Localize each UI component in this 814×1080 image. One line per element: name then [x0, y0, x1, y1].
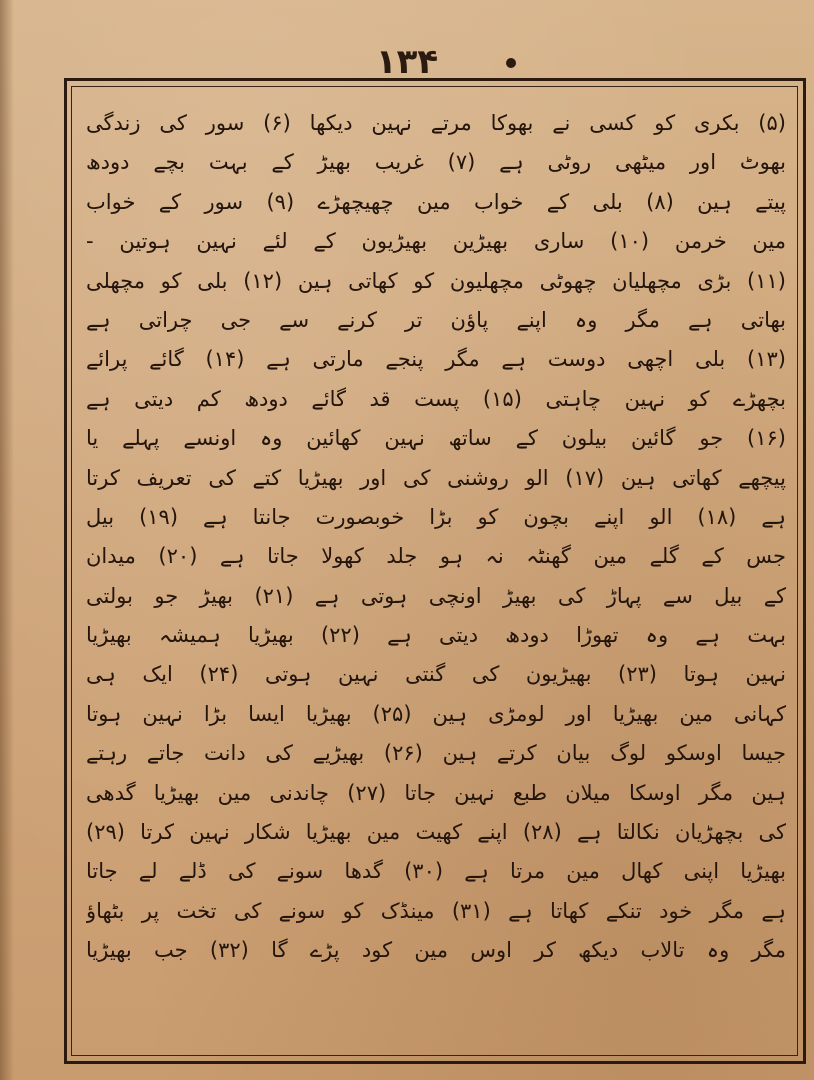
page-number: ۱۳۴: [375, 42, 439, 82]
urdu-text-body: [86, 104, 786, 1050]
text-line: جیسا اوسکو لوگ بیان کرتے ہین (۲۶) بھیڑیے کی دانت جاتے رہتے: [86, 741, 786, 766]
binding-shadow: [0, 0, 14, 1080]
text-line: مگر وہ تالاب دیکھ کر اوس مین کود پڑے گا (۳۲) جب بھیڑیا: [86, 938, 786, 963]
text-line: جس کے گلے مین گھنٹہ نہ ہو جلد کھولا جاتا ہے (۲۰) میدان: [86, 544, 786, 569]
text-line: بچھڑے کو نہین چاہتی (۱۵) پست قد گائے دودھ کم دیتی ہے: [86, 386, 786, 411]
text-line: پیچھے کھاتی ہین (۱۷) الو روشنی کی اور بھیڑیا کتے کی تعریف کرتا: [86, 465, 786, 490]
text-line: (۱۶) جو گائین بیلون کے ساتھ نہین کھائین وہ اونسے پہلے یا: [86, 426, 786, 451]
text-line: نہین ہوتا (۲۳) بھیڑیون کی گنتی نہین ہوتی (۲۴) ایک ہی: [86, 662, 786, 687]
ink-spot: [506, 58, 516, 68]
text-line: ہے (۱۸) الو اپنے بچون کو بڑا خوبصورت جانتا ہے (۱۹) بیل: [86, 504, 786, 529]
text-line: بھیڑیا اپنی کھال مین مرتا ہے (۳۰) گدھا سونے کی ڈلے لے جاتا: [86, 859, 786, 884]
text-line: کی بچھڑیان نکالتا ہے (۲۸) اپنے کھیت مین بھیڑیا شکار نہین کرتا (۲۹): [86, 820, 786, 845]
text-line: پیتے ہین (۸) بلی کے خواب مین چھیچھڑے (۹) سور کے خواب: [86, 189, 786, 214]
text-line: کہانی مین بھیڑیا اور لومڑی ہین (۲۵) بھیڑیا ایسا بڑا نہین ہوتا: [86, 701, 786, 726]
text-line: کے بیل سے پہاڑ کی بھیڑ اونچی ہوتی ہے (۲۱) بھیڑ جو بولتی: [86, 583, 786, 608]
text-line: ہین مگر اوسکا میلان طبع نہین جاتا (۲۷) چاندنی مین بھیڑیا گدھی: [86, 780, 786, 805]
text-line: (۱۳) بلی اچھی دوست ہے مگر پنجے مارتی ہے (۱۴) گائے پرائے: [86, 347, 786, 372]
text-line: بھاتی ہے مگر وہ اپنے پاؤن تر کرنے سے جی چراتی ہے: [86, 307, 786, 332]
text-line: بھوٹ اور میٹھی روٹی ہے (۷) غریب بھیڑ کے بہت بچے دودھ: [86, 150, 786, 175]
text-line: ہے مگر خود تنکے کھاتا ہے (۳۱) مینڈک کو سونے کی تخت پر بٹھاؤ: [86, 898, 786, 923]
text-line: بہت ہے وہ تھوڑا دودھ دیتی ہے (۲۲) بھیڑیا ہمیشہ بھیڑیا: [86, 623, 786, 648]
text-line: (۱۱) بڑی مچھلیان چھوٹی مچھلیون کو کھاتی ہین (۱۲) بلی کو مچھلی: [86, 268, 786, 293]
text-line: مین خرمن (۱۰) ساری بھیڑین بھیڑیون کے لئے نہین ہوتین -: [86, 229, 786, 254]
text-line: (۵) بکری کو کسی نے بھوکا مرتے نہین دیکھا (۶) سور کی زندگی: [86, 111, 786, 135]
